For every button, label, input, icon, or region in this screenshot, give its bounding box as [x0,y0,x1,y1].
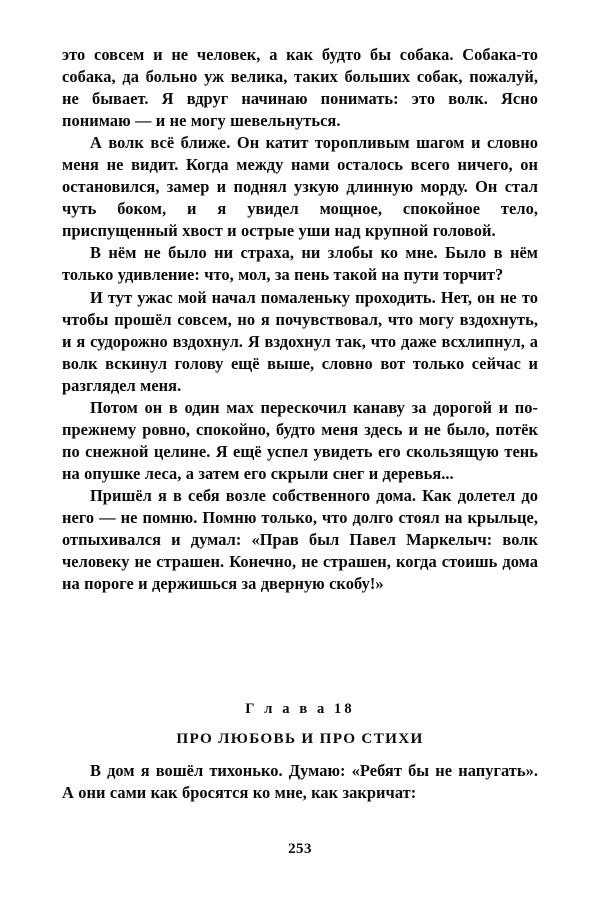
paragraph: И тут ужас мой начал помаленьку проходить. Нет, он не то чтобы прошёл совсем, но я почувствовал, что могу вздохнуть, и я судорожно вздохнул. Я вздохнул так, что даже всхлипнул, а волк вскинул голову ещё выше, словно вот только сейчас и разглядел меня. [62,287,538,395]
paragraph: это совсем и не человек, а как будто бы собака. Собака-то собака, да больно уж велика, таких больших собак, пожалуй, не бывает. Я вдруг начинаю понимать: это волк. Ясно понимаю — и не могу шевельнуться. [62,45,538,131]
chapter-heading [62,700,538,749]
page-number: 253 [288,841,312,857]
chapter-body-text [62,760,538,804]
chapter-title: ПРО ЛЮБОВЬ И ПРО СТИХИ [176,730,424,747]
paragraph: А волк всё ближе. Он катит торопливым шагом и словно меня не видит. Когда между нами осталось всего ничего, он остановился, замер и поднял узкую длинную морду. Он стал чуть боком, и я увидел мощное, спокойное тело, приспущенный хвост и острые уши над крупной головой. [62,133,538,241]
paragraph: В нём не было ни страха, ни злобы ко мне. Было в нём только удивление: что, мол, за пень такой на пути торчит? [62,243,538,285]
paragraph: Потом он в один мах перескочил канаву за дорогой и по-прежнему ровно, спокойно, будто меня здесь и не было, потёк по снежной целине. Я ещё успел увидеть его скользящую тень на опушке леса, а затем его скрыли снег и деревья... [62,397,538,483]
paragraph: В дом я вошёл тихонько. Думаю: «Ребят бы не напугать». А они сами как бросятся ко мне, как закричат: [62,761,538,803]
page-body-text [62,44,538,595]
chapter-number: Г л а в а 18 [245,701,355,717]
paragraph: Пришёл я в себя возле собственного дома. Как долетел до него — не помню. Помню только, что долго стоял на крыльце, отпыхивался и думал: «Прав был Павел Маркелыч: волк человеку не страшен. Конечно, не страшен, когда стоишь дома на пороге и держишься за дверную скобу!» [62,485,538,594]
